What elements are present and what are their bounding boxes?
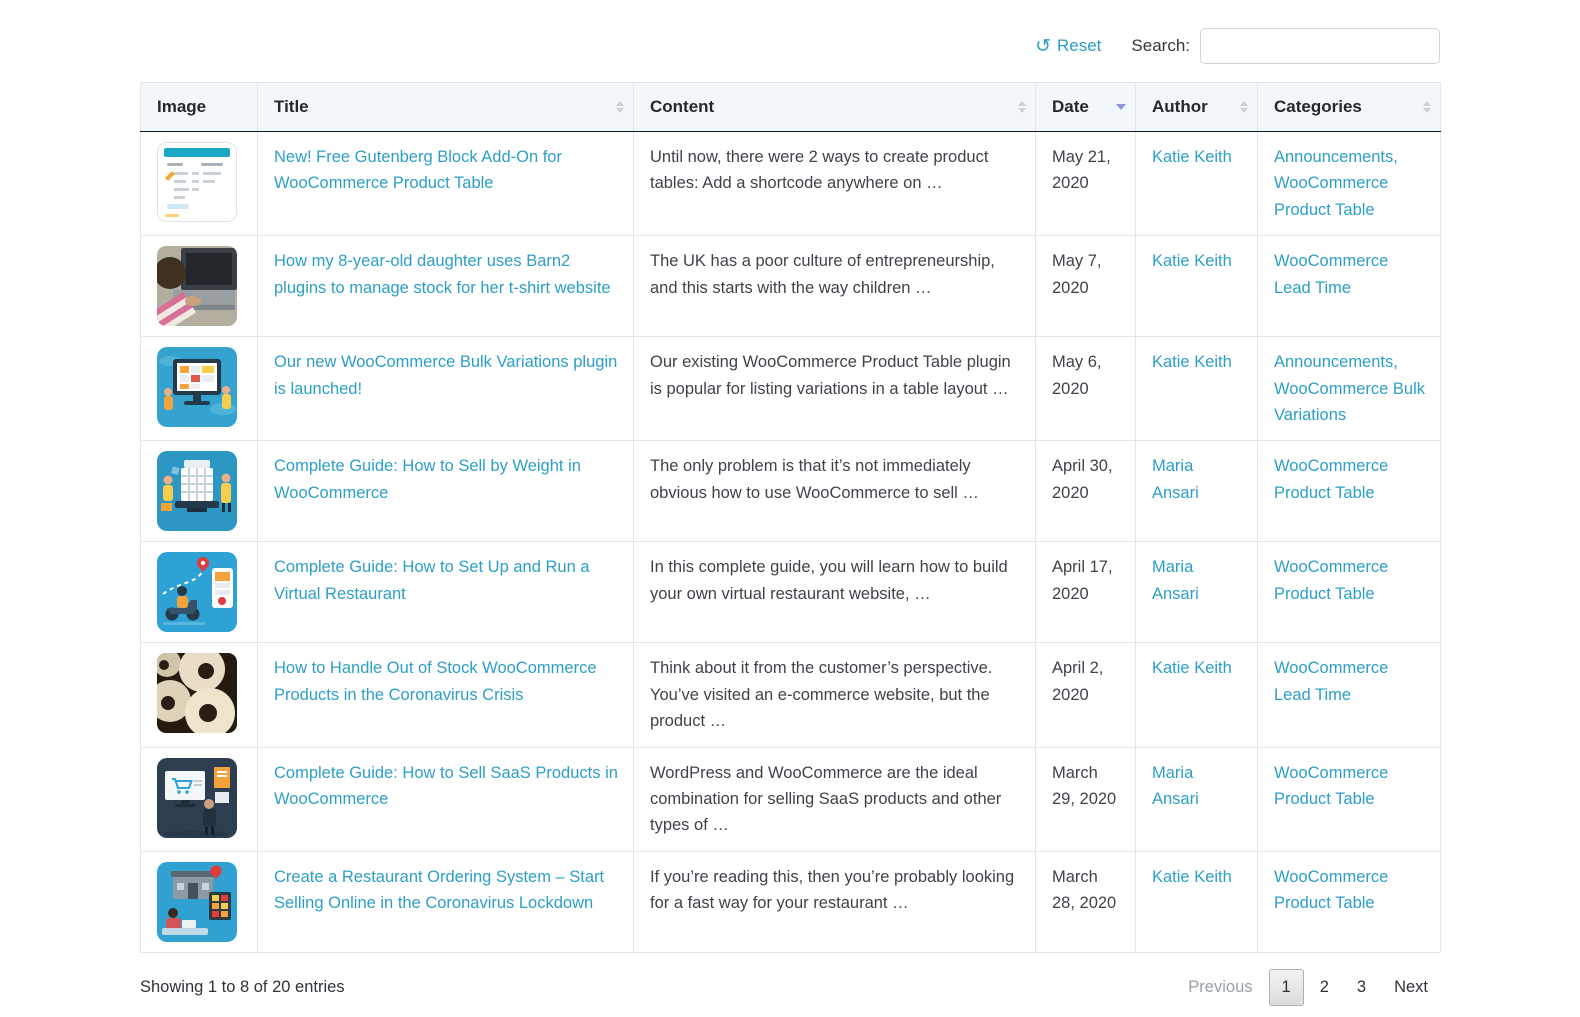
categories-cell bbox=[1258, 337, 1441, 441]
column-header-image bbox=[141, 83, 258, 132]
pagination bbox=[1176, 969, 1440, 1006]
category-link[interactable]: WooCommerce Product Table bbox=[1274, 457, 1389, 502]
content-cell bbox=[634, 542, 1036, 643]
post-excerpt: The UK has a poor culture of entrepreneurship, and this starts with the way children … bbox=[650, 252, 995, 297]
category-separator: , bbox=[1393, 353, 1398, 372]
content-cell bbox=[634, 441, 1036, 542]
category-link[interactable]: WooCommerce Lead Time bbox=[1274, 659, 1389, 704]
column-label: Categories bbox=[1274, 97, 1362, 116]
title-cell bbox=[258, 851, 634, 952]
search-label: Search: bbox=[1131, 36, 1190, 55]
post-date: April 2, 2020 bbox=[1052, 659, 1104, 704]
table-row bbox=[141, 851, 1441, 952]
category-separator: , bbox=[1393, 148, 1398, 166]
author-cell bbox=[1136, 851, 1258, 952]
categories-cell bbox=[1258, 643, 1441, 747]
image-cell bbox=[141, 132, 258, 236]
title-cell bbox=[258, 337, 634, 441]
reset-icon: ↺ bbox=[1035, 35, 1051, 57]
author-link[interactable]: Maria Ansari bbox=[1152, 763, 1199, 808]
categories-cell bbox=[1258, 542, 1441, 643]
thumbnail-toilet-paper-rolls[interactable] bbox=[157, 653, 237, 733]
table-row bbox=[141, 643, 1441, 747]
column-label: Image bbox=[157, 97, 207, 116]
sort-icon bbox=[1240, 101, 1248, 113]
sort-desc-icon bbox=[1116, 104, 1126, 110]
sort-icon bbox=[1423, 101, 1431, 113]
thumbnail-sell-by-weight-illustration[interactable] bbox=[157, 451, 237, 531]
author-link[interactable]: Maria Ansari bbox=[1152, 558, 1199, 603]
image-cell bbox=[141, 236, 258, 337]
author-cell bbox=[1136, 236, 1258, 337]
table-footer bbox=[140, 969, 1440, 1006]
post-title-link[interactable]: Complete Guide: How to Sell SaaS Products in WooCommerce bbox=[274, 763, 618, 808]
post-date: March 29, 2020 bbox=[1052, 763, 1117, 808]
posts-table-widget bbox=[140, 0, 1440, 1006]
pagination-page-2[interactable]: 2 bbox=[1319, 977, 1329, 996]
date-cell bbox=[1036, 851, 1136, 952]
table-row bbox=[141, 747, 1441, 851]
title-cell bbox=[258, 643, 634, 747]
post-excerpt: In this complete guide, you will learn how to build your own virtual restaurant website, … bbox=[650, 558, 1008, 603]
table-row bbox=[141, 132, 1441, 236]
reset-label: Reset bbox=[1056, 36, 1102, 55]
search-input[interactable] bbox=[1200, 28, 1440, 64]
post-excerpt: Our existing WooCommerce Product Table plugin is popular for listing variations in a table layout … bbox=[650, 353, 1011, 398]
post-date: May 21, 2020 bbox=[1052, 148, 1111, 193]
post-date: May 7, 2020 bbox=[1052, 252, 1102, 297]
date-cell bbox=[1036, 132, 1136, 236]
post-excerpt: Until now, there were 2 ways to create product tables: Add a shortcode anywhere on … bbox=[650, 148, 989, 193]
date-cell bbox=[1036, 643, 1136, 747]
image-cell bbox=[141, 337, 258, 441]
author-link[interactable]: Katie Keith bbox=[1152, 353, 1232, 372]
category-link[interactable]: WooCommerce Product Table bbox=[1274, 867, 1389, 913]
pagination-next[interactable]: Next bbox=[1394, 977, 1428, 996]
author-link[interactable]: Katie Keith bbox=[1152, 659, 1232, 678]
table-row bbox=[141, 236, 1441, 337]
post-title-link[interactable]: Our new WooCommerce Bulk Variations plugin is launched! bbox=[274, 353, 618, 398]
categories-cell bbox=[1258, 132, 1441, 236]
author-link[interactable]: Katie Keith bbox=[1152, 867, 1232, 886]
author-cell bbox=[1136, 132, 1258, 236]
column-header-title[interactable] bbox=[258, 83, 634, 132]
thumbnail-bulk-variations-illustration[interactable] bbox=[157, 347, 237, 427]
date-cell bbox=[1036, 337, 1136, 441]
image-cell bbox=[141, 441, 258, 542]
results-info: Showing 1 to 8 of 20 entries bbox=[140, 977, 345, 996]
column-header-author[interactable] bbox=[1136, 83, 1258, 132]
author-cell bbox=[1136, 441, 1258, 542]
date-cell bbox=[1036, 441, 1136, 542]
sort-icon bbox=[616, 101, 624, 113]
column-label: Date bbox=[1052, 97, 1089, 116]
column-header-date[interactable] bbox=[1036, 83, 1136, 132]
post-title-link[interactable]: Complete Guide: How to Set Up and Run a Virtual Restaurant bbox=[274, 558, 590, 603]
reset-button[interactable] bbox=[1035, 36, 1101, 56]
author-link[interactable]: Katie Keith bbox=[1152, 252, 1232, 271]
post-date: April 17, 2020 bbox=[1052, 558, 1113, 603]
title-cell bbox=[258, 236, 634, 337]
post-title-link[interactable]: New! Free Gutenberg Block Add-On for WooCommerce Product Table bbox=[274, 148, 562, 193]
author-link[interactable]: Katie Keith bbox=[1152, 148, 1232, 166]
date-cell bbox=[1036, 542, 1136, 643]
post-title-link[interactable]: How my 8-year-old daughter uses Barn2 plugins to manage stock for her t-shirt website bbox=[274, 252, 611, 297]
column-label: Title bbox=[274, 97, 309, 116]
table-toolbar bbox=[140, 28, 1440, 64]
author-cell bbox=[1136, 337, 1258, 441]
content-cell bbox=[634, 643, 1036, 747]
title-cell bbox=[258, 542, 634, 643]
title-cell bbox=[258, 132, 634, 236]
table-row bbox=[141, 441, 1441, 542]
category-link[interactable]: Announcements bbox=[1274, 148, 1394, 166]
column-label: Content bbox=[650, 97, 715, 116]
content-cell bbox=[634, 747, 1036, 851]
column-label: Author bbox=[1152, 97, 1208, 116]
post-excerpt: Think about it from the customer’s perspective. You’ve visited an e-commerce website, but the product … bbox=[650, 659, 993, 731]
image-cell bbox=[141, 643, 258, 747]
post-excerpt: The only problem is that it’s not immediately obvious how to use WooCommerce to sell … bbox=[650, 457, 979, 502]
categories-cell bbox=[1258, 441, 1441, 542]
thumbnail-saas-presentation-illustration[interactable] bbox=[157, 758, 237, 838]
category-link[interactable]: WooCommerce Bulk Variations bbox=[1274, 379, 1425, 424]
content-cell bbox=[634, 132, 1036, 236]
category-link[interactable]: Announcements bbox=[1274, 353, 1394, 372]
author-cell bbox=[1136, 643, 1258, 747]
post-excerpt: WordPress and WooCommerce are the ideal combination for selling SaaS products and other types of … bbox=[650, 763, 1002, 835]
pagination-page-1[interactable]: 1 bbox=[1269, 969, 1304, 1006]
table-body bbox=[141, 132, 1441, 953]
column-header-content[interactable] bbox=[634, 83, 1036, 132]
post-date: May 6, 2020 bbox=[1052, 353, 1102, 398]
pagination-page-3[interactable]: 3 bbox=[1356, 977, 1367, 996]
title-cell bbox=[258, 441, 634, 542]
date-cell bbox=[1036, 236, 1136, 337]
posts-table bbox=[140, 82, 1441, 953]
image-cell bbox=[141, 747, 258, 851]
image-cell bbox=[141, 542, 258, 643]
category-link[interactable]: WooCommerce Product Table bbox=[1274, 763, 1389, 808]
category-link[interactable]: WooCommerce Product Table bbox=[1274, 174, 1389, 219]
content-cell bbox=[634, 236, 1036, 337]
date-cell bbox=[1036, 747, 1136, 851]
table-row bbox=[141, 337, 1441, 441]
thumbnail-virtual-restaurant-illustration[interactable] bbox=[157, 552, 237, 632]
pagination-previous[interactable]: Previous bbox=[1188, 977, 1253, 996]
thumbnail-product-table-screenshot[interactable] bbox=[157, 142, 237, 222]
category-link[interactable]: WooCommerce Product Table bbox=[1274, 558, 1389, 603]
category-link[interactable]: WooCommerce Lead Time bbox=[1274, 252, 1389, 297]
categories-cell bbox=[1258, 851, 1441, 952]
post-title-link[interactable]: Create a Restaurant Ordering System – Start Selling Online in the Coronavirus Lockdown bbox=[274, 867, 605, 913]
table-row bbox=[141, 542, 1441, 643]
post-title-link[interactable]: How to Handle Out of Stock WooCommerce Products in the Coronavirus Crisis bbox=[274, 659, 597, 704]
categories-cell bbox=[1258, 236, 1441, 337]
thumbnail-restaurant-ordering-illustration[interactable] bbox=[157, 862, 237, 942]
author-link[interactable]: Maria Ansari bbox=[1152, 457, 1199, 502]
image-cell bbox=[141, 851, 258, 952]
title-cell bbox=[258, 747, 634, 851]
post-excerpt: If you’re reading this, then you’re probably looking for a fast way for your restaurant … bbox=[650, 867, 1015, 913]
author-cell bbox=[1136, 747, 1258, 851]
sort-icon bbox=[1018, 101, 1026, 113]
content-cell bbox=[634, 851, 1036, 952]
thumbnail-child-using-laptop[interactable] bbox=[157, 246, 237, 326]
content-cell bbox=[634, 337, 1036, 441]
post-date: April 30, 2020 bbox=[1052, 457, 1113, 502]
column-header-categories[interactable] bbox=[1258, 83, 1441, 132]
post-date: March 28, 2020 bbox=[1052, 867, 1117, 913]
table-header-row bbox=[141, 83, 1441, 132]
categories-cell bbox=[1258, 747, 1441, 851]
author-cell bbox=[1136, 542, 1258, 643]
post-title-link[interactable]: Complete Guide: How to Sell by Weight in WooCommerce bbox=[274, 457, 581, 502]
